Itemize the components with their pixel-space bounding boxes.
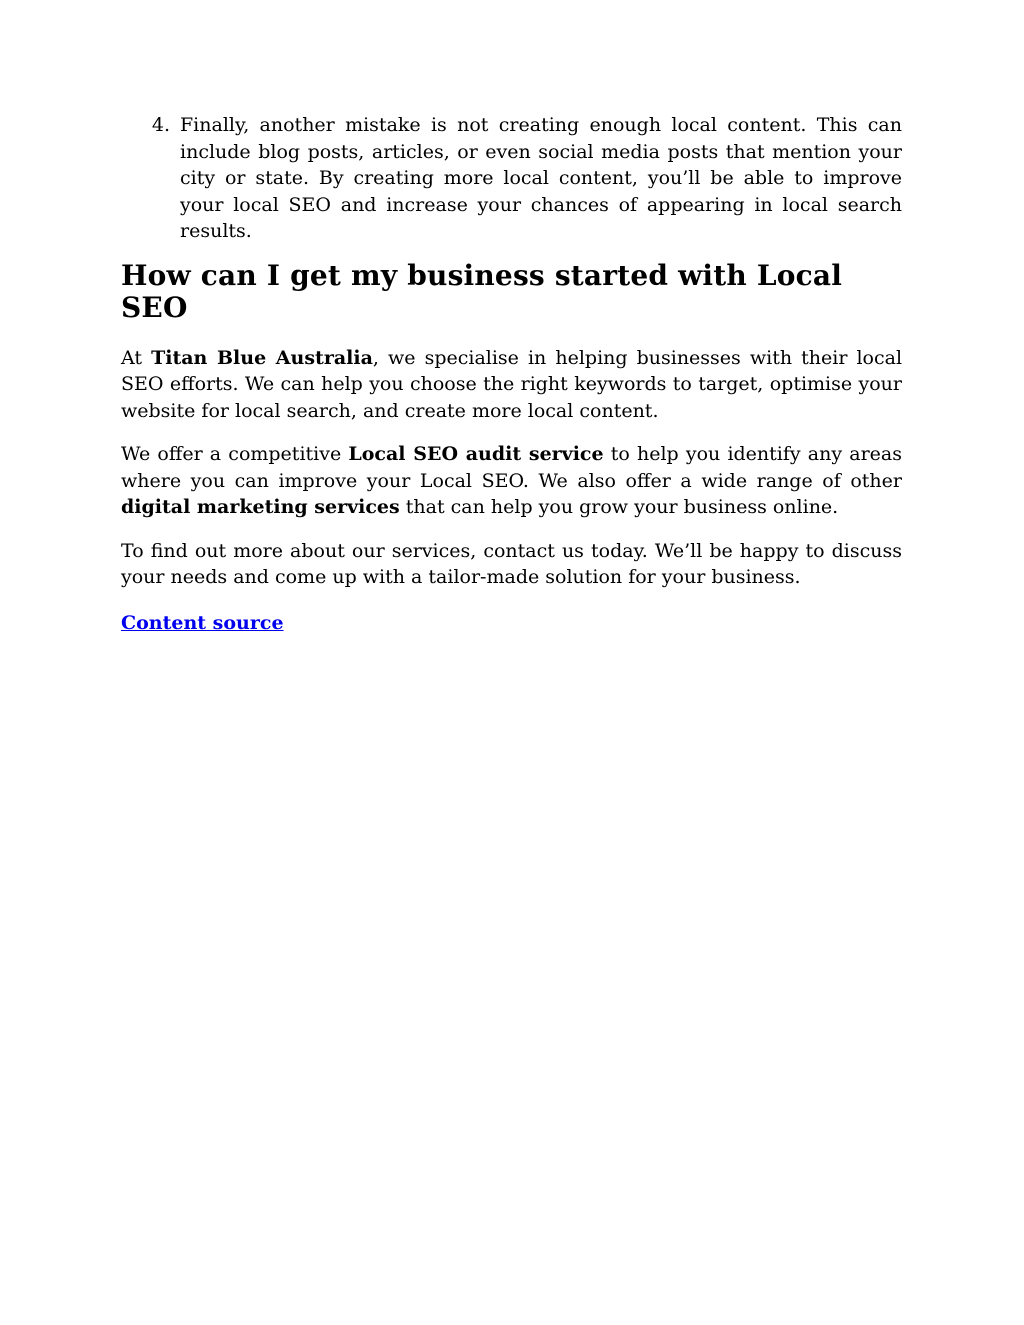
paragraph-text: to help you identify any areas where you can improve your Local SEO. We also offer a wide range of other <box>121 443 902 492</box>
list-item-number: 4. <box>151 114 170 136</box>
paragraph-text: that can help you grow your business online. <box>399 496 839 518</box>
paragraph-services <box>121 441 902 521</box>
document-content <box>0 0 1024 636</box>
numbered-list-item <box>121 112 902 245</box>
list-item-text: Finally, another mistake is not creating enough local content. This can include blog posts, articles, or even social media posts that mention your city or state. By creating more local content, you’ll be able to improve your local SEO and increase your chances of appearing in local search results. <box>180 114 902 242</box>
link-row <box>121 610 902 637</box>
section-heading: How can I get my business started with Local SEO <box>121 258 843 324</box>
paragraph-text: At <box>121 346 152 369</box>
paragraph-text: To find out more about our services, contact us today. We’ll be happy to discuss your needs and come up with a tailor-made solution for your business. <box>121 539 902 588</box>
paragraph-about-company <box>121 345 902 425</box>
paragraph-text: , we specialise in helping businesses with their local SEO efforts. We can help you choose the right keywords to target, optimise your website for local search, and create more local content. <box>121 346 903 422</box>
paragraph-contact <box>121 538 902 591</box>
paragraph-text: We offer a competitive <box>121 443 349 465</box>
audit-service-bold: Local SEO audit service <box>348 443 604 465</box>
content-source-link[interactable]: Content source <box>121 611 284 634</box>
marketing-services-bold: digital marketing services <box>121 496 400 518</box>
brand-name-bold: Titan Blue Australia <box>151 346 373 369</box>
